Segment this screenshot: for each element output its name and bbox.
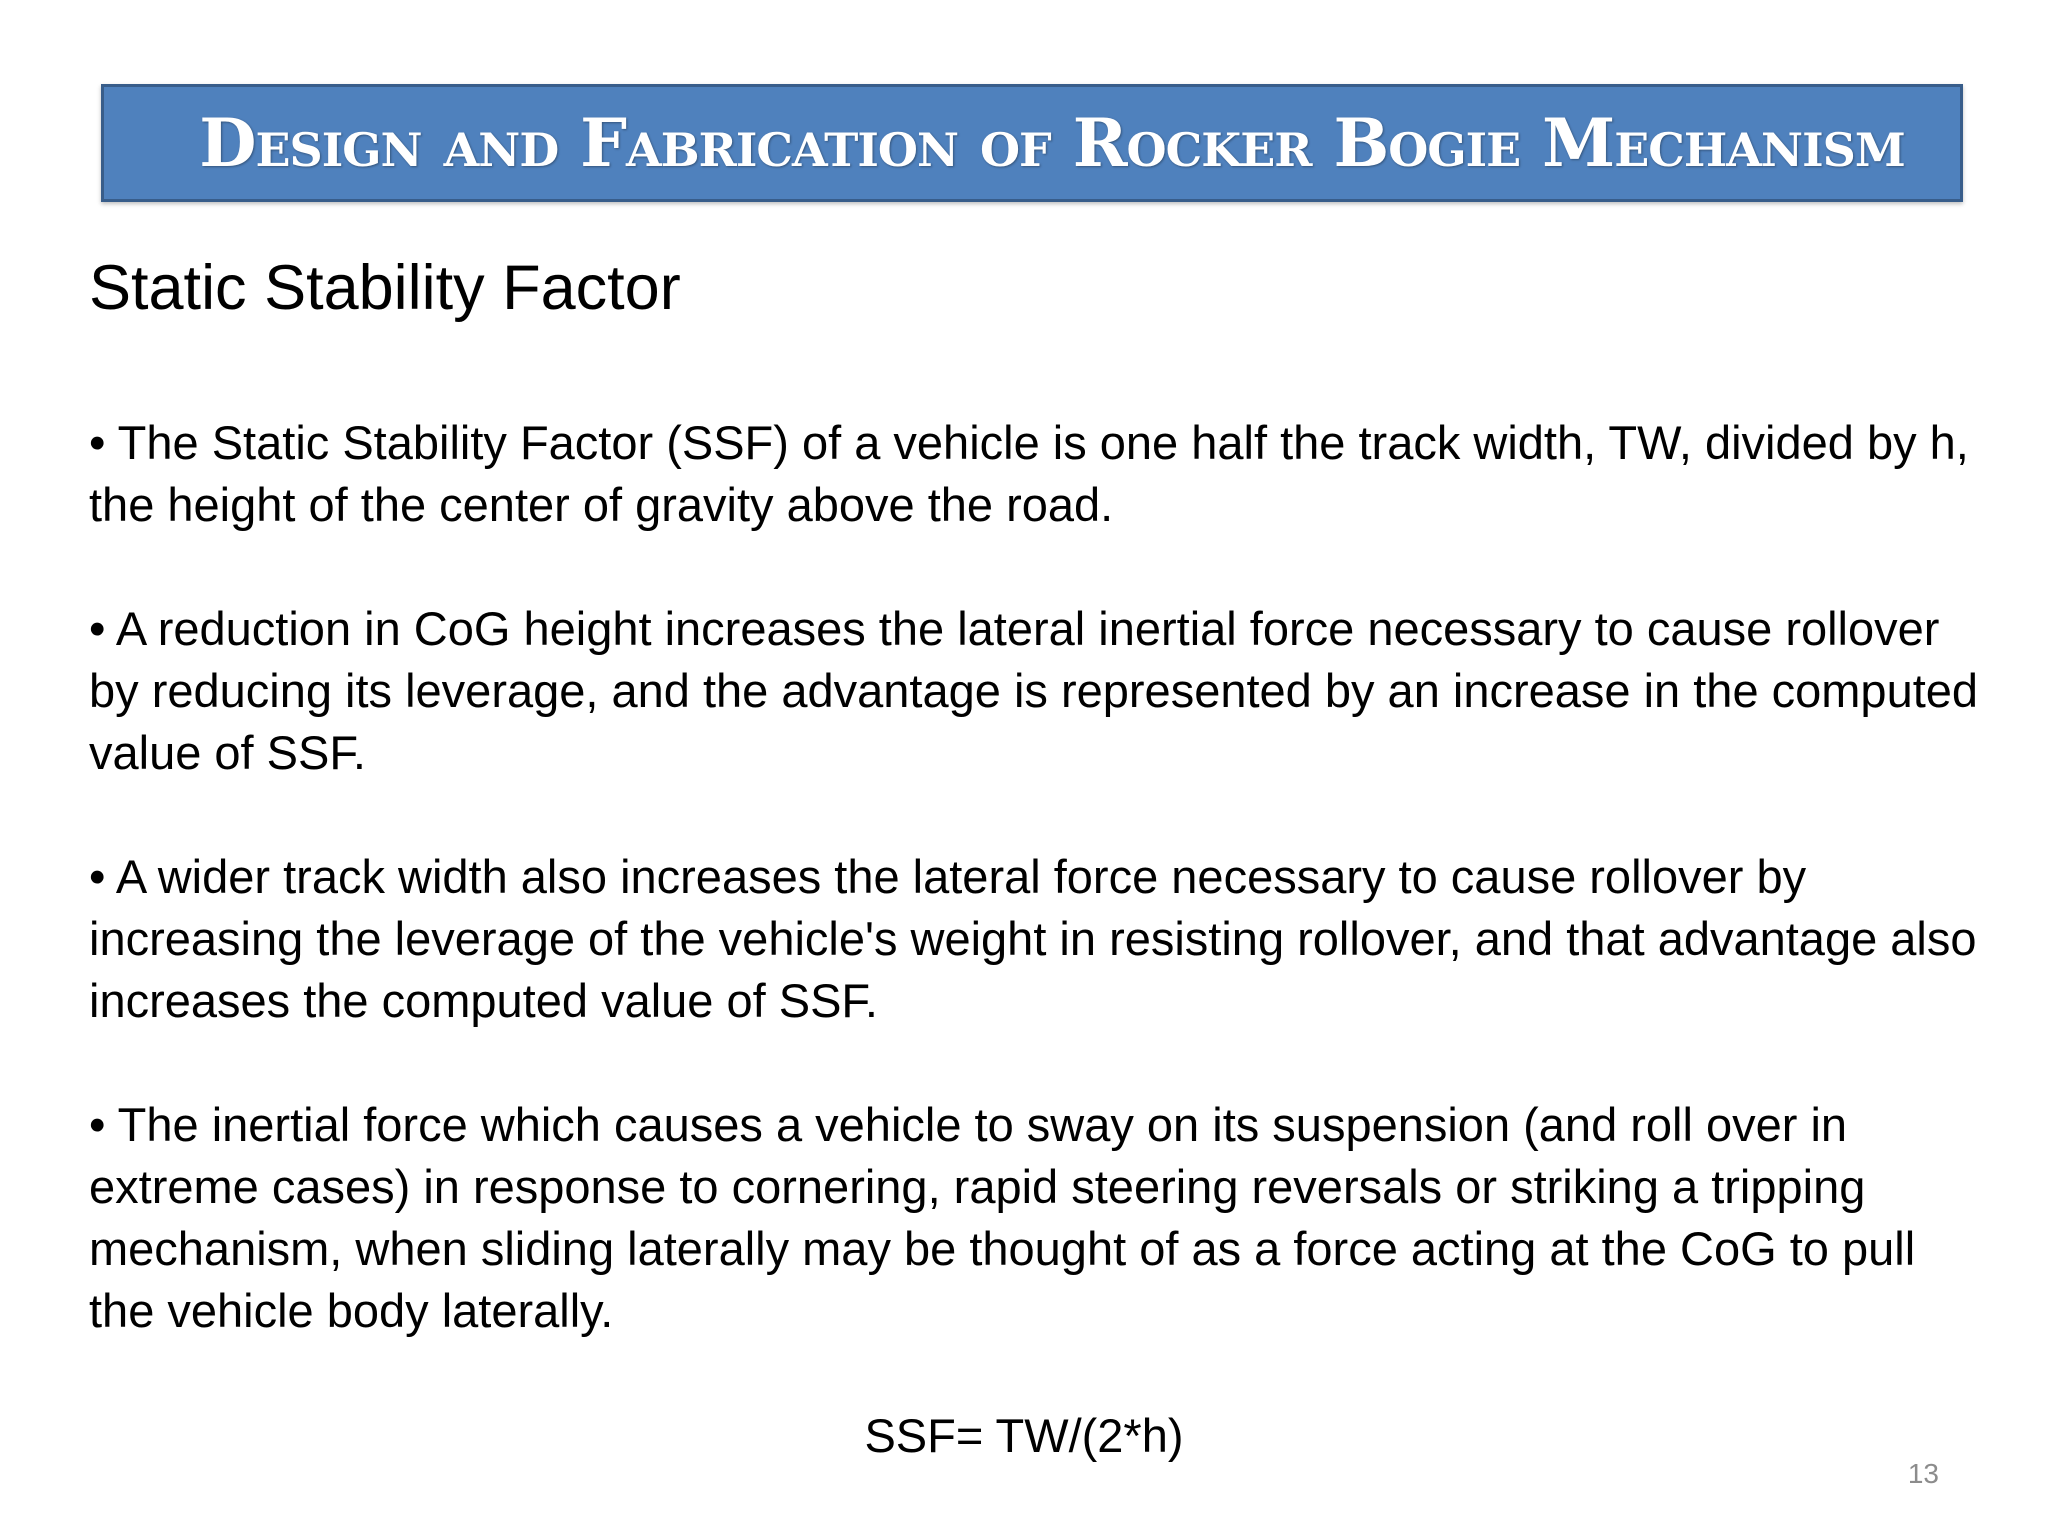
title-banner xyxy=(101,84,1963,202)
bullet-item: • A wider track width also increases the lateral force necessary to cause rollover by increasing the leverage of the vehicle's weight in resisting rollover, and that advantage also increases the computed value of SSF. xyxy=(89,850,1977,1027)
ssf-formula: SSF= TW/(2*h) xyxy=(864,1409,1184,1462)
section-heading: Static Stability Factor xyxy=(89,253,681,323)
bullet-item: • The inertial force which causes a vehicle to sway on its suspension (and roll over in extreme cases) in response to cornering, rapid steering reversals or striking a tripping mechanism, when sliding laterally may be thought of as a force acting at the CoG to pull the vehicle body laterally. xyxy=(89,1098,1916,1337)
bullet-item: • The Static Stability Factor (SSF) of a vehicle is one half the track width, TW, divided by h, the height of the center of gravity above the road. xyxy=(89,416,1969,531)
page-number: 13 xyxy=(1907,1458,1939,1489)
slide-title: Design and Fabrication of Rocker Bogie Mechanism xyxy=(199,104,1905,182)
bullet-list xyxy=(89,412,1989,1342)
bullet-item: • A reduction in CoG height increases the lateral inertial force necessary to cause rollover by reducing its leverage, and the advantage is represented by an increase in the computed value of SSF. xyxy=(89,602,1979,779)
